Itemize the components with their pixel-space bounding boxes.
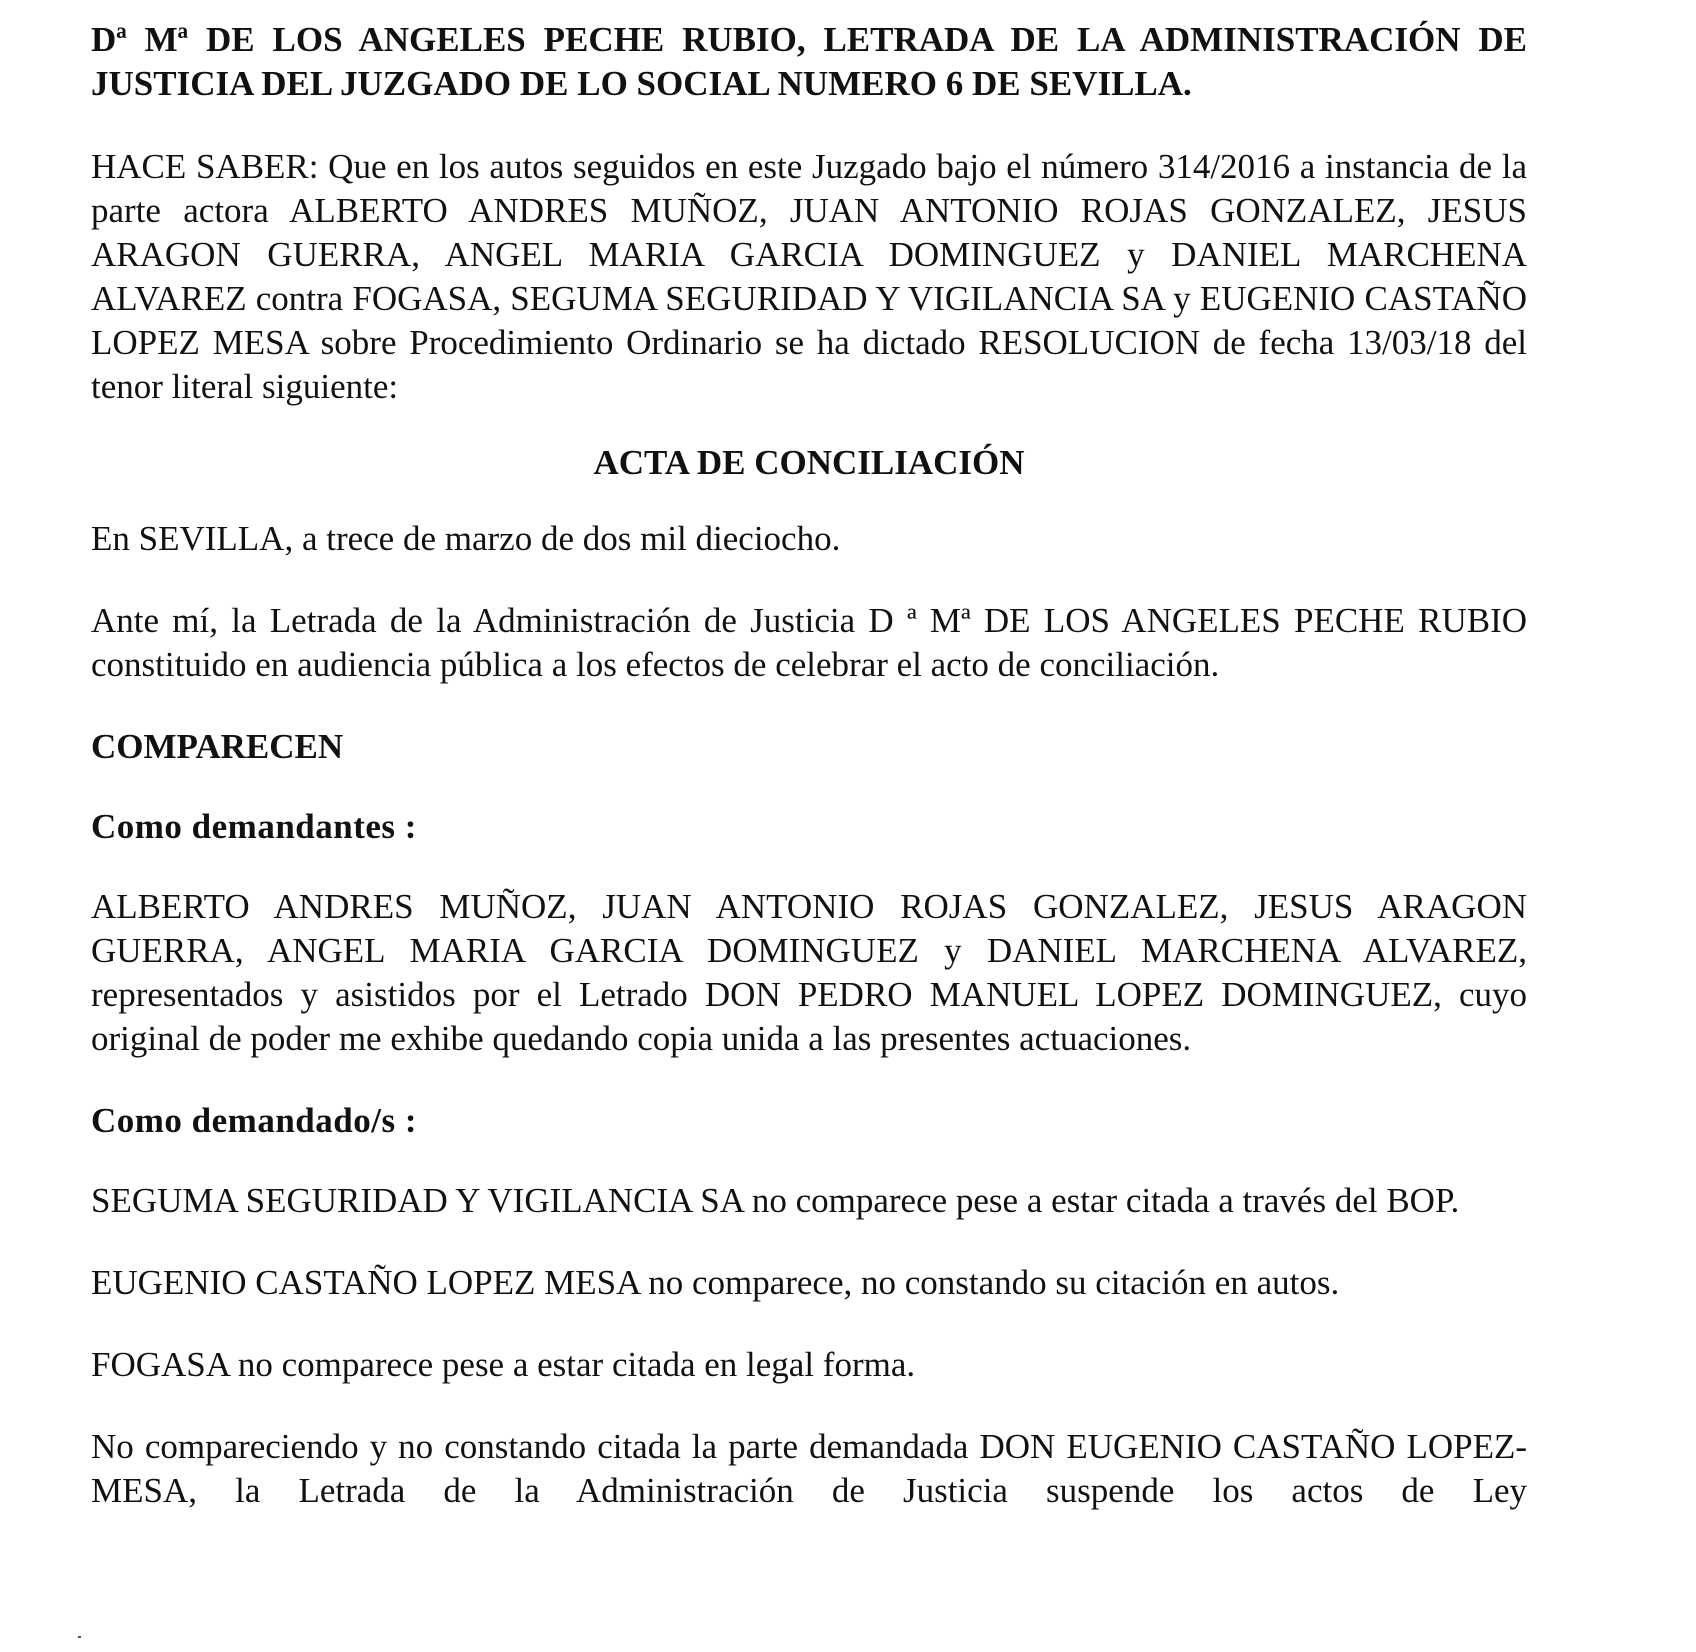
date-place-paragraph: En SEVILLA, a trece de marzo de dos mil dieciocho. — [91, 519, 841, 558]
demandantes-paragraph: ALBERTO ANDRES MUÑOZ, JUAN ANTONIO ROJAS GONZALEZ, JESUS ARAGON GUERRA, ANGEL MARIA GARCIA DOMINGUEZ y DANIEL MARCHENA ALVAREZ, representados y asistidos por el Letrado DON PEDRO MANUEL LOPEZ DOMINGUEZ, cuyo original de poder me exhibe quedando copia unida a las presentes actuaciones. — [91, 887, 1527, 1058]
acta-title: ACTA DE CONCILIACIÓN — [593, 443, 1025, 482]
comparecen-heading: COMPARECEN — [91, 727, 344, 766]
hace-saber-paragraph: HACE SABER: Que en los autos seguidos en este Juzgado bajo el número 314/2016 a instancia de la parte actora ALBERTO ANDRES MUÑOZ, JUAN ANTONIO ROJAS GONZALEZ, JESUS ARAGON GUERRA, ANGEL MARIA GARCIA DOMINGUEZ y DANIEL MARCHENA ALVAREZ contra FOGASA, SEGUMA SEGURIDAD Y VIGILANCIA SA y EUGENIO CASTAÑO LOPEZ MESA sobre Procedimiento Ordinario se ha dictado RESOLUCION de fecha 13/03/18 del tenor literal siguiente: — [91, 147, 1527, 406]
document-header: Dª Mª DE LOS ANGELES PECHE RUBIO, LETRADA DE LA ADMINISTRACIÓN DE JUSTICIA DEL JUZGADO DE LO SOCIAL NUMERO 6 DE SEVILLA. — [91, 20, 1527, 103]
seguma-paragraph: SEGUMA SEGURIDAD Y VIGILANCIA SA no comparece pese a estar citada a través del BOP. — [91, 1181, 1460, 1220]
demandantes-heading: Como demandantes : — [91, 807, 417, 846]
fogasa-paragraph: FOGASA no comparece pese a estar citada en legal forma. — [91, 1345, 916, 1384]
demandados-heading: Como demandado/s : — [91, 1101, 417, 1140]
scan-speck — [78, 1636, 81, 1638]
eugenio-paragraph: EUGENIO CASTAÑO LOPEZ MESA no comparece, no constando su citación en autos. — [91, 1263, 1340, 1302]
no-compareciendo-paragraph: No compareciendo y no constando citada la parte demandada DON EUGENIO CASTAÑO LOPEZ-MESA, la Letrada de la Administración de Justicia suspende los actos de Ley — [91, 1427, 1527, 1510]
ante-mi-paragraph: Ante mí, la Letrada de la Administración de Justicia D ª Mª DE LOS ANGELES PECHE RUBIO constituido en audiencia pública a los efectos de celebrar el acto de conciliación. — [91, 601, 1527, 684]
document-body — [91, 18, 1527, 1551]
